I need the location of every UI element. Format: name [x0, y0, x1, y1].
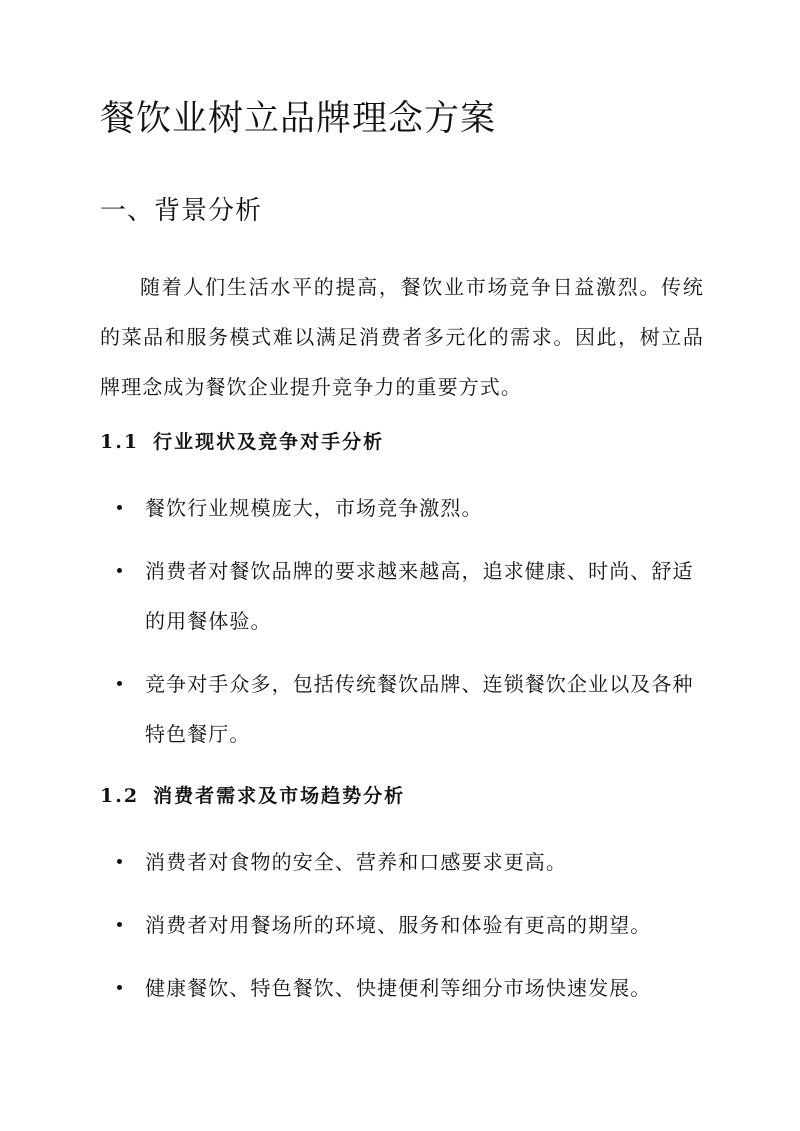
- list-item-text: 竞争对手众多，包括传统餐饮品牌、连锁餐饮企业以及各种特色餐厅。: [145, 672, 694, 746]
- list-item-text: 消费者对用餐场所的环境、服务和体验有更高的期望。: [145, 913, 652, 937]
- document-title: 餐饮业树立品牌理念方案: [100, 99, 497, 139]
- consumer-bullet-list: [100, 837, 700, 1026]
- list-item: [100, 483, 700, 533]
- subheading-label: 消费者需求及市场趋势分析: [153, 785, 406, 807]
- subheading-number: 1.1: [100, 431, 140, 453]
- bullet-dot-icon: [117, 681, 122, 686]
- list-item-text: 消费者对餐饮品牌的要求越来越高，追求健康、时尚、舒适的用餐体验。: [145, 559, 694, 633]
- bullet-dot-icon: [117, 505, 122, 510]
- list-item-text: 餐饮行业规模庞大，市场竞争激烈。: [145, 496, 483, 520]
- list-item: [100, 837, 700, 887]
- list-item: [100, 659, 700, 759]
- subheading-number: 1.2: [100, 785, 140, 807]
- section-heading-background: 一、背景分析: [100, 196, 263, 226]
- industry-bullet-list: [100, 483, 700, 772]
- list-item: [100, 546, 700, 646]
- bullet-dot-icon: [117, 859, 122, 864]
- subheading-industry-analysis: [100, 427, 384, 457]
- bullet-dot-icon: [117, 985, 122, 990]
- list-item: [100, 963, 700, 1013]
- list-item-text: 健康餐饮、特色餐饮、快捷便利等细分市场快速发展。: [145, 976, 652, 1000]
- subheading-consumer-analysis: [100, 781, 405, 811]
- bullet-dot-icon: [117, 922, 122, 927]
- bullet-dot-icon: [117, 568, 122, 573]
- intro-paragraph: 随着人们生活水平的提高，餐饮业市场竞争日益激烈。传统的菜品和服务模式难以满足消费者多元化的需求。因此，树立品牌理念成为餐饮企业提升竞争力的重要方式。: [100, 275, 704, 399]
- subheading-label: 行业现状及竞争对手分析: [153, 431, 385, 453]
- list-item-text: 消费者对食物的安全、营养和口感要求更高。: [145, 850, 567, 874]
- list-item: [100, 900, 700, 950]
